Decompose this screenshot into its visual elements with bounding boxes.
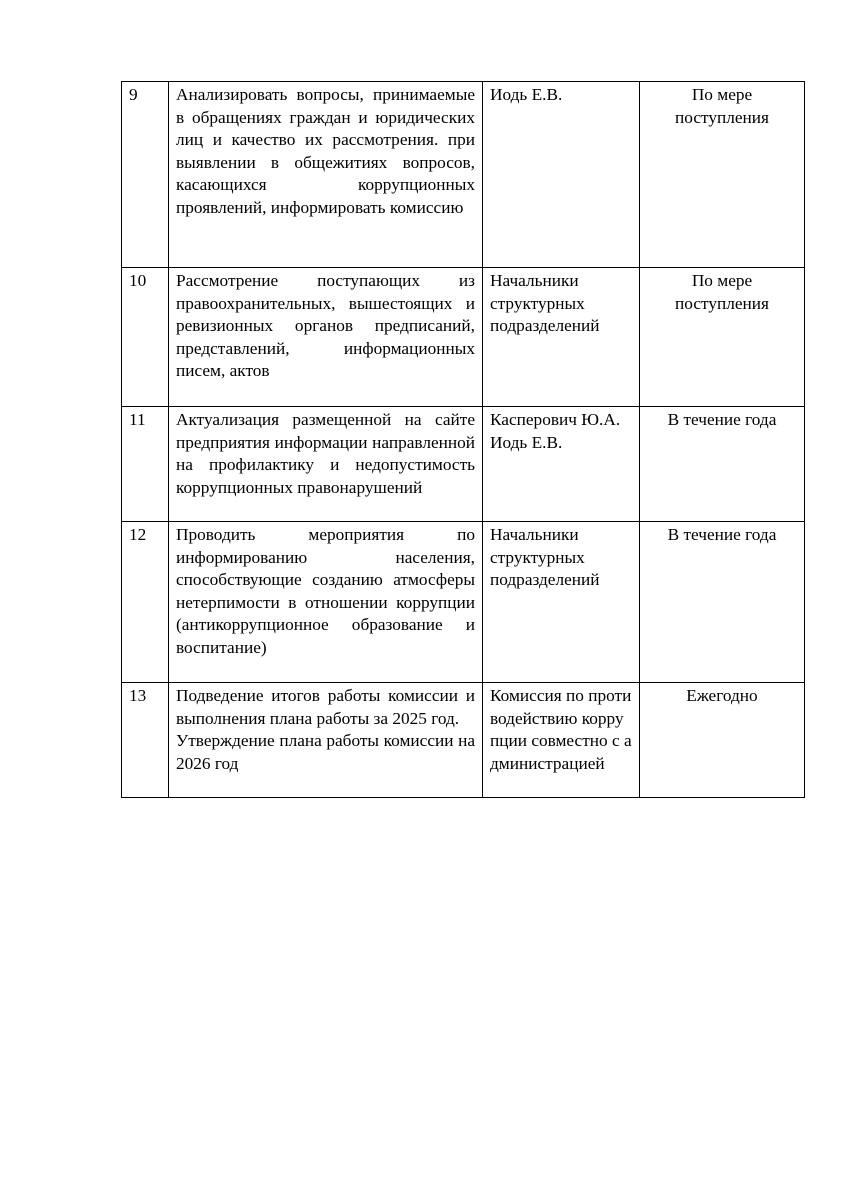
term-cell: Ежегодно xyxy=(640,683,805,798)
table-row xyxy=(122,407,805,522)
term-cell: По мере поступления xyxy=(640,82,805,268)
row-number: 11 xyxy=(122,407,169,522)
task-cell xyxy=(169,683,483,798)
task-cell: Анализировать вопросы, принимаемые в обращениях граждан и юридических лиц и качество их рассмотрения. при выявлении в общежитиях вопросов, касающихся коррупционных проявлений, информировать комиссию xyxy=(169,82,483,268)
term-cell: По мере поступления xyxy=(640,268,805,407)
responsible-cell xyxy=(483,407,640,522)
task-line: Подведение итогов работы комиссии и выполнения плана работы за 2025 год. xyxy=(176,686,475,728)
table-row xyxy=(122,82,805,268)
term-cell: В течение года xyxy=(640,407,805,522)
task-cell: Рассмотрение поступающих из правоохранительных, вышестоящих и ревизионных органов предписаний, представлений, информационных писем, актов xyxy=(169,268,483,407)
row-number: 13 xyxy=(122,683,169,798)
task-cell: Актуализация размещенной на сайте предприятия информации направленной на профилактику и недопустимость коррупционных правонарушений xyxy=(169,407,483,522)
responsible-cell xyxy=(483,522,640,683)
row-number: 10 xyxy=(122,268,169,407)
term-cell: В течение года xyxy=(640,522,805,683)
row-number: 12 xyxy=(122,522,169,683)
task-cell: Проводить мероприятия по информированию населения, способствующие созданию атмосферы нетерпимости в отношении коррупции (антикоррупционное образование и воспитание) xyxy=(169,522,483,683)
responsible-cell xyxy=(483,268,640,407)
responsible-line: Иодь Е.В. xyxy=(490,85,563,104)
responsible-line: Начальники структурных подразделений xyxy=(490,525,600,590)
table-row xyxy=(122,268,805,407)
responsible-cell xyxy=(483,683,640,798)
task-line: Утверждение плана работы комиссии на 2026 год xyxy=(176,731,475,773)
row-number: 9 xyxy=(122,82,169,268)
table-row xyxy=(122,683,805,798)
table-row xyxy=(122,522,805,683)
responsible-line: Касперович Ю.А. xyxy=(490,410,621,429)
plan-table xyxy=(121,81,805,798)
responsible-line: Иодь Е.В. xyxy=(490,432,563,452)
responsible-line: Комиссия по противодействию коррупции совместно с администрацией xyxy=(490,686,632,773)
responsible-cell xyxy=(483,82,640,268)
responsible-line: Начальники структурных подразделений xyxy=(490,271,600,336)
